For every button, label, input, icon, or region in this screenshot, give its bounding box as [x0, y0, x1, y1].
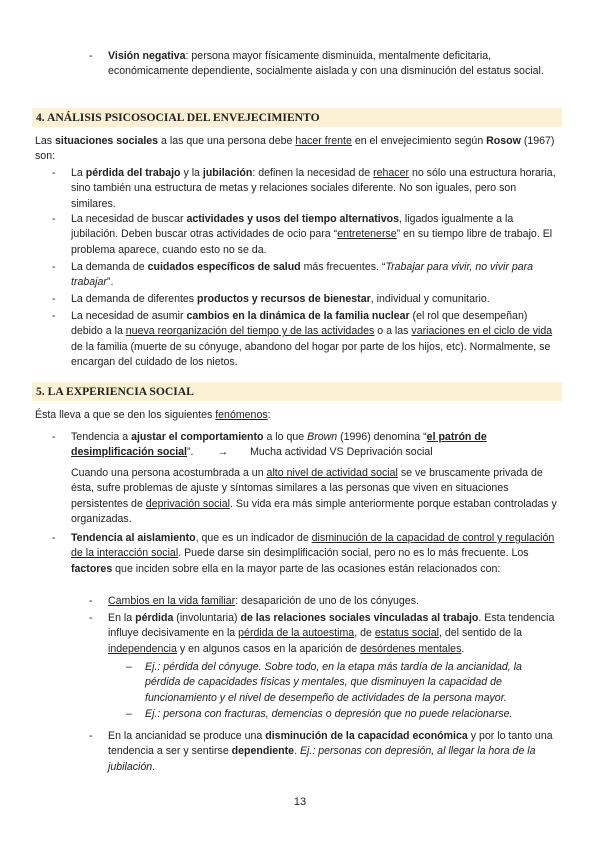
arrow-icon: → — [217, 446, 229, 459]
t: : desaparición de uno de los cónyuges. — [235, 595, 419, 607]
bullet-dash: – — [126, 661, 132, 673]
intro-text: Las — [35, 135, 56, 147]
intro-text: a las que una persona debe — [158, 135, 296, 147]
t: se ve bruscamente privada de ésta, sufre problemas de ajuste y síntomas similares a las personas que viven en situaciones persistentes de — [71, 467, 543, 510]
t: . — [152, 760, 156, 773]
bullet-dash: - — [52, 293, 56, 305]
section-5-heading: 5. LA EXPERIENCIA SOCIAL — [32, 382, 562, 401]
t: ajustar el comportamiento — [131, 431, 264, 443]
t: cuidados específicos de salud — [147, 261, 301, 273]
t: (1996) denomina “ — [337, 431, 427, 443]
list-item-familia — [71, 309, 561, 371]
list-item-trabajo — [71, 166, 561, 212]
bullet-dash: - — [89, 612, 93, 624]
t: de la familia (muerte de su cónyuge, abandono del hogar por parte de los hijos, etc). Normalmente, se encargan del cuidado de los nietos. — [71, 340, 551, 369]
section-5-intro — [35, 408, 560, 423]
sub-item-familiar — [108, 594, 560, 609]
t: variaciones en el ciclo de vida — [411, 325, 553, 338]
list-item-productos — [71, 292, 561, 307]
vision-negativa-term: Visión negativa — [108, 50, 186, 62]
t: deprivación social — [145, 497, 231, 510]
t: : definen la necesidad de — [252, 167, 374, 179]
t: ”. — [186, 446, 194, 459]
bullet-dash: - — [52, 310, 56, 322]
t: nueva reorganización del tiempo y de las actividades — [125, 325, 375, 338]
t: no sólo una estructura horaria, sino también una estructura de metas y relaciones sociales diferente. No son iguales, pero son similares. — [71, 167, 556, 210]
intro-text: en el envejecimiento según — [351, 135, 487, 147]
t: cambios en la dinámica de la familia nuclear — [186, 310, 410, 322]
t: o a las — [374, 325, 412, 338]
list-item-actividades — [71, 212, 561, 258]
t: factores — [71, 562, 113, 575]
t: En la — [108, 612, 136, 624]
t: . — [294, 745, 300, 758]
t: pérdida de la autoestima — [238, 627, 355, 640]
bullet-dash: - — [89, 595, 93, 607]
t: La necesidad de buscar — [71, 213, 187, 225]
t: , individual y comunitario. — [370, 293, 490, 305]
t: pérdida del trabajo — [85, 167, 181, 179]
bullet-dash: - — [52, 261, 56, 273]
t: , del sentido de la — [439, 627, 523, 640]
t: Trabajar para vivir, no vivir para trabajar — [71, 261, 534, 289]
t: . Esta tendencia influye decisivamente en la — [108, 612, 555, 640]
section-4-heading: 4. ANÁLISIS PSICOSOCIAL DEL ENVEJECIMIENTO — [32, 108, 562, 127]
t: independencia — [108, 642, 177, 655]
t: el patrón de desimplificación social — [71, 431, 487, 459]
page-number: 13 — [293, 796, 307, 808]
t: jubilación — [202, 167, 253, 179]
list-item-ajustar — [71, 430, 561, 461]
t: alto nivel de actividad social — [266, 467, 398, 479]
t: . Su vida era más simple anteriormente porque estaban controladas y organizadas. — [71, 497, 557, 526]
t: Tendencia al aislamiento — [71, 532, 196, 544]
t: (el rol que desempeñan) debido a la — [71, 310, 528, 338]
t: estatus social — [374, 627, 439, 640]
t: disminución de la capacidad de control y regulación de la interacción social — [71, 532, 555, 560]
sub-item-economica — [108, 729, 560, 775]
bullet-dash: - — [52, 213, 56, 225]
intro-bold: situaciones sociales — [55, 135, 159, 147]
t: rehacer — [373, 167, 410, 179]
t: Tendencia a — [71, 431, 132, 443]
bullet-dash: - — [89, 730, 93, 742]
t: ” en su tiempo libre de trabajo. El problema aparece, cuando esto no se da. — [71, 228, 553, 256]
t: Ésta lleva a que se den los siguientes — [35, 409, 216, 421]
t: Brown — [307, 431, 338, 443]
t: y la — [180, 167, 203, 179]
t: y en algunos casos en la aparición de — [176, 642, 361, 655]
example-fracturas: Ej.: persona con fracturas, demencias o depresión que no puede relacionarse. — [145, 708, 513, 720]
t: pérdida — [135, 612, 174, 624]
list-item-salud — [71, 260, 561, 291]
t: dependiente — [231, 745, 295, 758]
ajustar-paragraph — [71, 466, 561, 528]
t: . Puede darse sin desimplificación social, pero no es lo más frecuente. Los — [178, 547, 529, 560]
t: a lo que — [263, 431, 308, 443]
t: Ej.: personas con depresión, al llegar la hora de la jubilación — [108, 745, 536, 773]
t: (involuntaria) — [173, 612, 241, 624]
intro-author: Rosow — [486, 135, 521, 147]
t: , ligados igualmente a la jubilación. Deben buscar otras actividades de ocio para “ — [71, 213, 514, 241]
t: más frecuentes. “ — [300, 261, 386, 273]
t: La demanda de diferentes — [71, 293, 198, 305]
t: que inciden sobre ella en la mayor parte de las ocasiones están relacionados con: — [112, 562, 501, 575]
t: fenómenos — [215, 409, 268, 421]
vision-negativa-text: : persona mayor físicamente disminuida, mentalmente deficitaria, económicamente dependiente, socialmente aislada y con una disminución del estatus social. — [108, 50, 544, 78]
t: ”. — [106, 276, 114, 289]
t: La — [71, 167, 86, 179]
t: desórdenes mentales — [360, 642, 462, 655]
t: y por lo tanto una tendencia a ser y sentirse — [108, 730, 553, 758]
bullet-dash: - — [52, 431, 56, 443]
bullet-dash: – — [126, 708, 132, 720]
t: disminución de la capacidad económica — [265, 730, 468, 742]
bullet-dash: - — [52, 532, 56, 544]
bullet-dash: - — [89, 50, 93, 62]
t: La demanda de — [71, 261, 148, 273]
t: Cambios en la vida familiar — [108, 595, 236, 607]
t: actividades y usos del tiempo alternativos — [186, 213, 399, 225]
t: . — [461, 642, 465, 655]
t: Mucha actividad VS Deprivación social — [250, 446, 433, 459]
t: entretenerse — [337, 228, 397, 241]
t: de las relaciones sociales vinculadas al trabajo — [240, 612, 479, 624]
bullet-dash: - — [52, 167, 56, 179]
vision-negativa-item — [108, 49, 548, 80]
intro-underline: hacer frente — [295, 135, 352, 147]
list-item-aislamiento — [71, 531, 561, 577]
t: , que es un indicador de — [195, 532, 312, 544]
t: productos y recursos de bienestar — [197, 293, 371, 305]
sub-item-perdida — [108, 611, 560, 657]
section-4-intro — [35, 134, 560, 165]
t: , de — [354, 627, 375, 640]
t: Cuando una persona acostumbrada a un — [71, 467, 267, 479]
t: La necesidad de asumir — [71, 310, 187, 322]
t: : — [267, 409, 271, 421]
intro-text: (1967) son: — [35, 135, 555, 163]
example-conyuge: Ej.: pérdida del cónyuge. Sobre todo, en la etapa más tardía de la ancianidad, la pérdida de capacidades físicas y mentales, que disminuyen la capacidad de funcionamiento y el nivel de desempeño de actividades de la persona mayor. — [145, 661, 522, 704]
t: En la ancianidad se produce una — [108, 730, 266, 742]
